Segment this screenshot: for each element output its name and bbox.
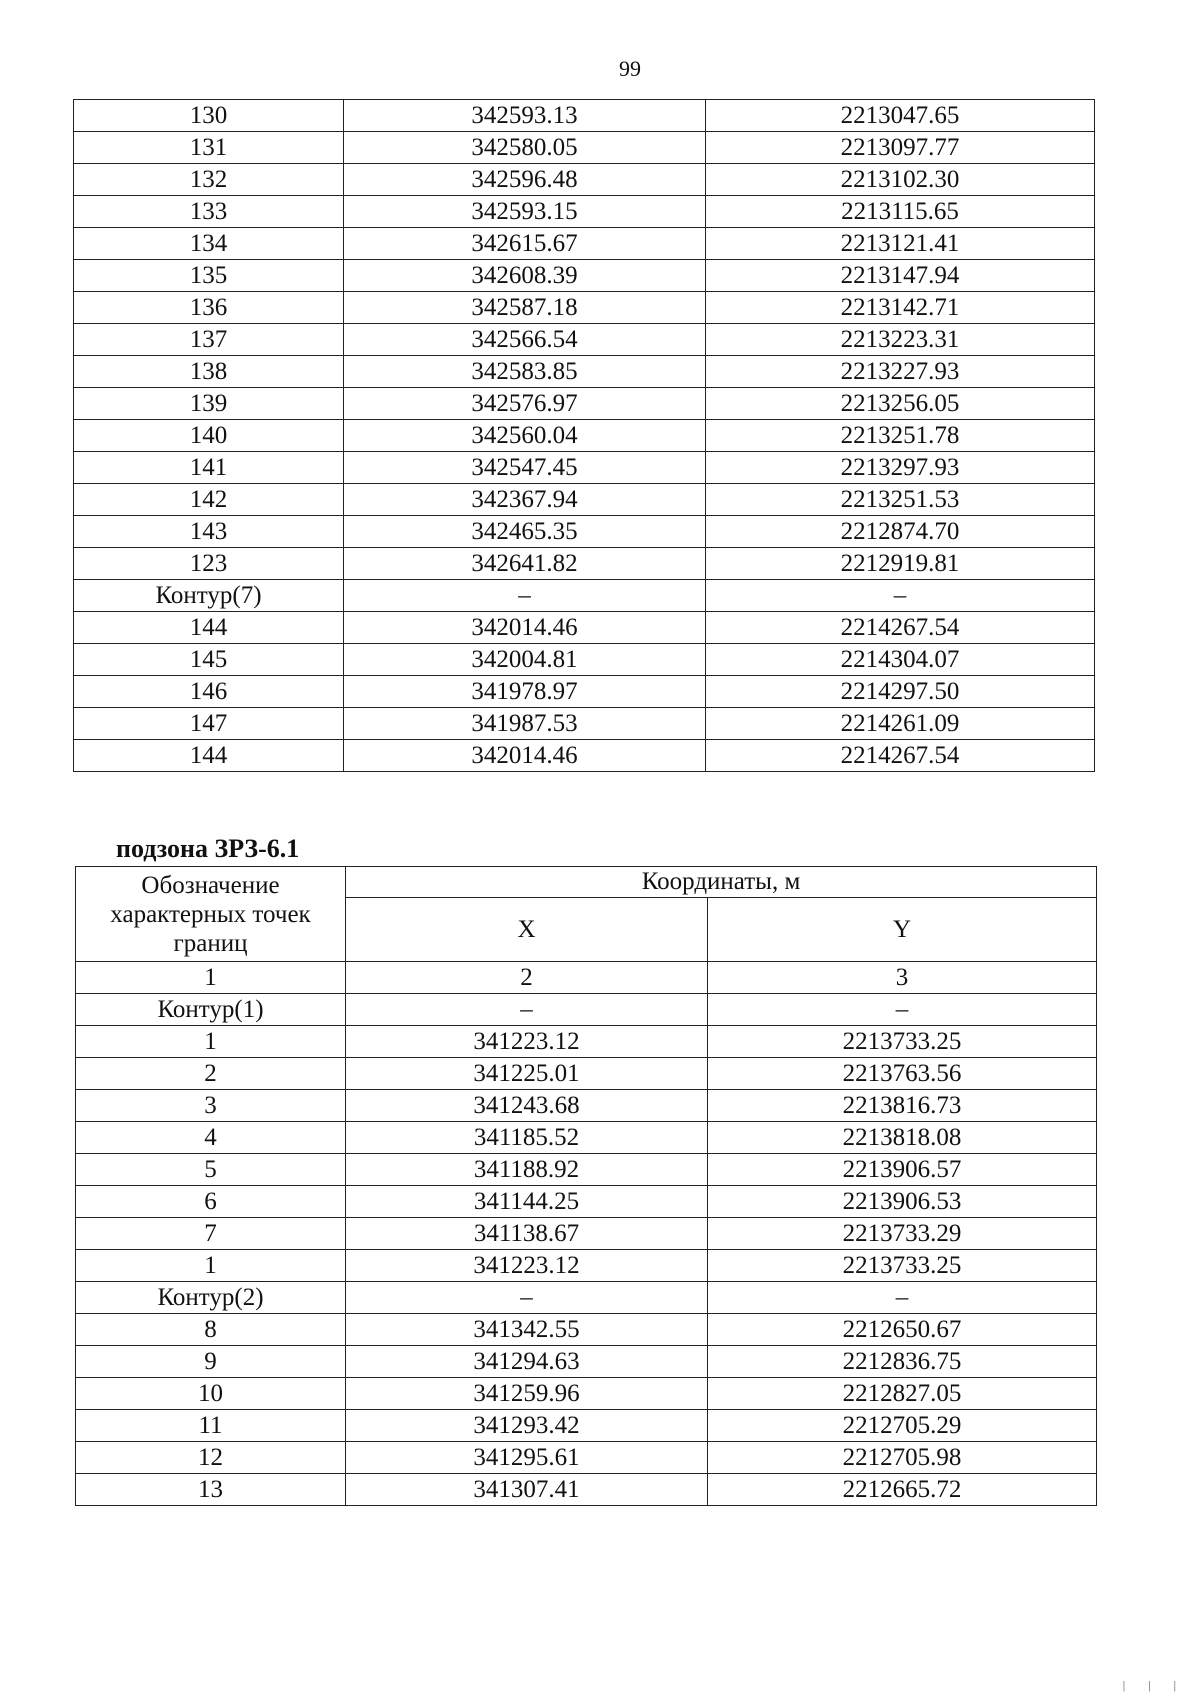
x-coordinate-cell: 342596.48 [344, 164, 706, 196]
table-row [74, 644, 1095, 676]
table-row [74, 580, 1095, 612]
y-coordinate-cell: 2213147.94 [706, 260, 1095, 292]
point-id-cell: 123 [74, 548, 344, 580]
point-id-cell: 5 [76, 1154, 346, 1186]
table-row [76, 1378, 1097, 1410]
page-number: 99 [619, 56, 641, 81]
table-row [76, 1282, 1097, 1314]
y-coordinate-cell: 2213733.29 [708, 1218, 1097, 1250]
point-id-cell: 134 [74, 228, 344, 260]
point-id-cell: 144 [74, 612, 344, 644]
y-coordinate-cell: 2212919.81 [706, 548, 1095, 580]
table-row [74, 452, 1095, 484]
y-coordinate-cell: 2212836.75 [708, 1346, 1097, 1378]
x-coordinate-cell: 342367.94 [344, 484, 706, 516]
table-row [76, 1090, 1097, 1122]
table-row [76, 1026, 1097, 1058]
header-coordinates: Координаты, м [346, 867, 1097, 898]
x-coordinate-cell: 341188.92 [346, 1154, 708, 1186]
point-id-cell: 1 [76, 1250, 346, 1282]
point-id-cell: 2 [76, 1058, 346, 1090]
point-id-cell: 3 [76, 1090, 346, 1122]
x-coordinate-cell: 342583.85 [344, 356, 706, 388]
table-row [74, 260, 1095, 292]
table-row [74, 356, 1095, 388]
point-id-cell: 9 [76, 1346, 346, 1378]
table-row [74, 228, 1095, 260]
point-id-cell: 7 [76, 1218, 346, 1250]
table-row [76, 1122, 1097, 1154]
x-coordinate-cell: 342465.35 [344, 516, 706, 548]
point-id-cell: 1 [76, 1026, 346, 1058]
y-coordinate-cell: 2213906.53 [708, 1186, 1097, 1218]
table-row [76, 1410, 1097, 1442]
point-id-cell: Контур(7) [74, 580, 344, 612]
x-coordinate-cell: 341293.42 [346, 1410, 708, 1442]
point-id-cell: 13 [76, 1474, 346, 1506]
x-coordinate-cell: 341294.63 [346, 1346, 708, 1378]
table-row [74, 132, 1095, 164]
point-id-cell: 11 [76, 1410, 346, 1442]
y-coordinate-cell: 2213097.77 [706, 132, 1095, 164]
y-coordinate-cell: 2212705.98 [708, 1442, 1097, 1474]
y-coordinate-cell: 2213297.93 [706, 452, 1095, 484]
x-coordinate-cell: 342576.97 [344, 388, 706, 420]
x-coordinate-cell: – [346, 994, 708, 1026]
y-coordinate-cell: 2214297.50 [706, 676, 1095, 708]
point-id-cell: 8 [76, 1314, 346, 1346]
y-coordinate-cell: 2213251.53 [706, 484, 1095, 516]
header-x: X [346, 898, 708, 962]
y-coordinate-cell: 2213227.93 [706, 356, 1095, 388]
header-y: Y [708, 898, 1097, 962]
x-coordinate-cell: 341259.96 [346, 1378, 708, 1410]
y-coordinate-cell: 2213733.25 [708, 1026, 1097, 1058]
y-coordinate-cell: 2213256.05 [706, 388, 1095, 420]
table-row [76, 1442, 1097, 1474]
x-coordinate-cell: 341138.67 [346, 1218, 708, 1250]
x-coordinate-cell: 342587.18 [344, 292, 706, 324]
header-row [76, 867, 1097, 898]
x-coordinate-cell: 341342.55 [346, 1314, 708, 1346]
point-id-cell: 137 [74, 324, 344, 356]
table-row [74, 676, 1095, 708]
table-row [74, 516, 1095, 548]
x-coordinate-cell: 341243.68 [346, 1090, 708, 1122]
table-row [76, 1314, 1097, 1346]
point-id-cell: 133 [74, 196, 344, 228]
x-coordinate-cell: 341223.12 [346, 1250, 708, 1282]
point-id-cell: 143 [74, 516, 344, 548]
x-coordinate-cell: 341978.97 [344, 676, 706, 708]
y-coordinate-cell: 2212650.67 [708, 1314, 1097, 1346]
x-coordinate-cell: 342608.39 [344, 260, 706, 292]
table-row [74, 292, 1095, 324]
point-id-cell: 12 [76, 1442, 346, 1474]
x-coordinate-cell: 342615.67 [344, 228, 706, 260]
y-coordinate-cell: – [708, 1282, 1097, 1314]
y-coordinate-cell: 2213763.56 [708, 1058, 1097, 1090]
x-coordinate-cell: 341185.52 [346, 1122, 708, 1154]
x-coordinate-cell: 342014.46 [344, 740, 706, 772]
point-id-cell: 138 [74, 356, 344, 388]
point-id-cell: Контур(2) [76, 1282, 346, 1314]
x-coordinate-cell: 342547.45 [344, 452, 706, 484]
y-coordinate-cell: 2212665.72 [708, 1474, 1097, 1506]
table-row [74, 708, 1095, 740]
point-id-cell: 6 [76, 1186, 346, 1218]
point-id-cell: 135 [74, 260, 344, 292]
point-id-cell: 146 [74, 676, 344, 708]
x-coordinate-cell: 341225.01 [346, 1058, 708, 1090]
table-row [76, 1218, 1097, 1250]
y-coordinate-cell: 2213906.57 [708, 1154, 1097, 1186]
x-coordinate-cell: 341307.41 [346, 1474, 708, 1506]
column-number-3: 3 [708, 962, 1097, 994]
y-coordinate-cell: 2214304.07 [706, 644, 1095, 676]
y-coordinate-cell: 2212874.70 [706, 516, 1095, 548]
x-coordinate-cell: – [346, 1282, 708, 1314]
x-coordinate-cell: 342641.82 [344, 548, 706, 580]
column-number-1: 1 [76, 962, 346, 994]
x-coordinate-cell: 342580.05 [344, 132, 706, 164]
column-number-2: 2 [346, 962, 708, 994]
x-coordinate-cell: 342560.04 [344, 420, 706, 452]
table-row [76, 1186, 1097, 1218]
point-id-cell: 142 [74, 484, 344, 516]
point-id-cell: 141 [74, 452, 344, 484]
table-row [74, 420, 1095, 452]
x-coordinate-cell: – [344, 580, 706, 612]
table-row [74, 740, 1095, 772]
y-coordinate-cell: – [708, 994, 1097, 1026]
x-coordinate-cell: 342004.81 [344, 644, 706, 676]
table-row [74, 548, 1095, 580]
x-coordinate-cell: 341295.61 [346, 1442, 708, 1474]
coordinates-table-continued [73, 99, 1095, 772]
point-id-cell: 136 [74, 292, 344, 324]
x-coordinate-cell: 342014.46 [344, 612, 706, 644]
y-coordinate-cell: 2213818.08 [708, 1122, 1097, 1154]
table-row [74, 484, 1095, 516]
y-coordinate-cell: 2213733.25 [708, 1250, 1097, 1282]
table-row [76, 1474, 1097, 1506]
point-id-cell: 131 [74, 132, 344, 164]
point-id-cell: 144 [74, 740, 344, 772]
x-coordinate-cell: 342566.54 [344, 324, 706, 356]
table-row [74, 100, 1095, 132]
scan-edge-marks: | | | [1122, 1678, 1186, 1692]
x-coordinate-cell: 342593.13 [344, 100, 706, 132]
y-coordinate-cell: 2214267.54 [706, 612, 1095, 644]
y-coordinate-cell: 2214261.09 [706, 708, 1095, 740]
x-coordinate-cell: 341144.25 [346, 1186, 708, 1218]
table-row [76, 1346, 1097, 1378]
point-id-cell: 4 [76, 1122, 346, 1154]
point-id-cell: 140 [74, 420, 344, 452]
y-coordinate-cell: 2212827.05 [708, 1378, 1097, 1410]
y-coordinate-cell: – [706, 580, 1095, 612]
coordinates-table-zrz-6-1 [75, 866, 1097, 1506]
y-coordinate-cell: 2213251.78 [706, 420, 1095, 452]
table-row [74, 612, 1095, 644]
point-id-cell: Контур(1) [76, 994, 346, 1026]
column-number-row [76, 962, 1097, 994]
point-id-cell: 10 [76, 1378, 346, 1410]
y-coordinate-cell: 2213223.31 [706, 324, 1095, 356]
y-coordinate-cell: 2213121.41 [706, 228, 1095, 260]
table-row [74, 196, 1095, 228]
section-title: подзона ЗРЗ-6.1 [116, 834, 300, 863]
point-id-cell: 130 [74, 100, 344, 132]
point-id-cell: 145 [74, 644, 344, 676]
x-coordinate-cell: 342593.15 [344, 196, 706, 228]
y-coordinate-cell: 2213047.65 [706, 100, 1095, 132]
point-id-cell: 139 [74, 388, 344, 420]
x-coordinate-cell: 341987.53 [344, 708, 706, 740]
y-coordinate-cell: 2213115.65 [706, 196, 1095, 228]
table-row [74, 164, 1095, 196]
y-coordinate-cell: 2213816.73 [708, 1090, 1097, 1122]
y-coordinate-cell: 2213102.30 [706, 164, 1095, 196]
point-id-cell: 147 [74, 708, 344, 740]
y-coordinate-cell: 2212705.29 [708, 1410, 1097, 1442]
table-row [76, 1154, 1097, 1186]
y-coordinate-cell: 2214267.54 [706, 740, 1095, 772]
table-row [76, 1250, 1097, 1282]
table-row [74, 388, 1095, 420]
table-row [76, 1058, 1097, 1090]
table-row [74, 324, 1095, 356]
y-coordinate-cell: 2213142.71 [706, 292, 1095, 324]
point-id-cell: 132 [74, 164, 344, 196]
header-designation: Обозначение характерных точек границ [76, 867, 346, 962]
table-row [76, 994, 1097, 1026]
x-coordinate-cell: 341223.12 [346, 1026, 708, 1058]
